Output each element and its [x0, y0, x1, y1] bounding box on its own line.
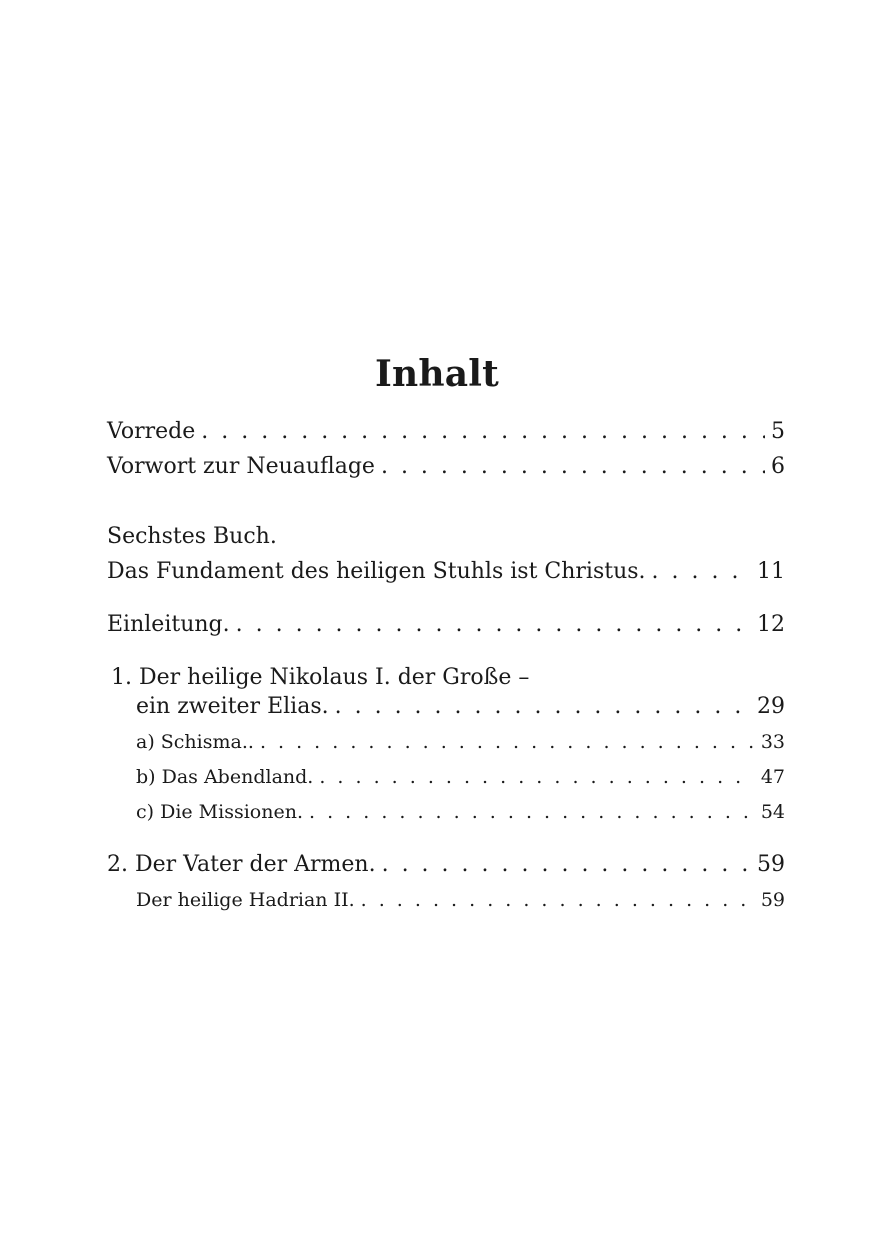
- toc-entry-hadrian[interactable]: [136, 887, 785, 913]
- toc-entry-page: 6: [771, 454, 785, 479]
- toc-entry-label: Der heilige Hadrian II.: [136, 889, 355, 911]
- toc-entry-page: 54: [760, 801, 785, 823]
- toc-entry-chapter-1[interactable]: [136, 692, 785, 722]
- toc-entry-chapter-2[interactable]: [107, 850, 785, 880]
- dot-leader: [319, 764, 754, 790]
- dot-leader: [309, 799, 755, 825]
- toc-entry-fundament[interactable]: [107, 557, 785, 587]
- dot-leader: [652, 557, 751, 587]
- dot-leader: [361, 887, 755, 913]
- toc-entry-label: Vorwort zur Neuauflage: [107, 454, 375, 479]
- toc-entry-page: 12: [757, 612, 785, 637]
- dot-leader: [382, 850, 751, 880]
- dot-leader: [201, 417, 765, 447]
- toc-entry-label: ein zweiter Elias.: [136, 694, 329, 719]
- toc-entry-label: Das Fundament des heiligen Stuhls ist Christus.: [107, 559, 646, 584]
- toc-entry-label: b) Das Abendland.: [136, 766, 314, 788]
- toc-entry-label: Einleitung.: [107, 612, 230, 637]
- dot-leader: [335, 692, 751, 722]
- toc-entry-abendland[interactable]: [136, 764, 785, 790]
- page-title: Inhalt: [374, 353, 500, 395]
- toc-entry-missionen[interactable]: [136, 799, 785, 825]
- toc-entry-label: Vorrede: [107, 419, 196, 444]
- toc-entry-vorrede[interactable]: [107, 417, 785, 447]
- toc-entry-label: 1. Der heilige Nikolaus I. der Große –: [111, 665, 530, 690]
- section-heading-book: [107, 522, 785, 552]
- dot-leader: [260, 729, 755, 755]
- toc-entry-vorwort[interactable]: [107, 452, 785, 482]
- section-heading-label: Sechstes Buch.: [107, 524, 277, 549]
- toc-entry-page: 29: [757, 694, 785, 719]
- toc-entry-page: 11: [757, 559, 785, 584]
- dot-leader: [236, 610, 751, 640]
- toc-entry-page: 5: [771, 419, 785, 444]
- toc-entry-page: 47: [760, 766, 785, 788]
- toc-entry-label: c) Die Missionen.: [136, 801, 303, 823]
- toc-entry-label: a) Schisma..: [136, 731, 254, 753]
- toc-entry-page: 59: [757, 852, 785, 877]
- toc-entry-label: 2. Der Vater der Armen.: [107, 852, 376, 877]
- toc-entry-page: 33: [760, 731, 785, 753]
- toc-entry-page: 59: [760, 889, 785, 911]
- dot-leader: [381, 452, 765, 482]
- toc-entry-schisma[interactable]: [136, 729, 785, 755]
- toc-entry-einleitung[interactable]: [107, 610, 785, 640]
- toc-chapter-1-heading: [111, 663, 789, 693]
